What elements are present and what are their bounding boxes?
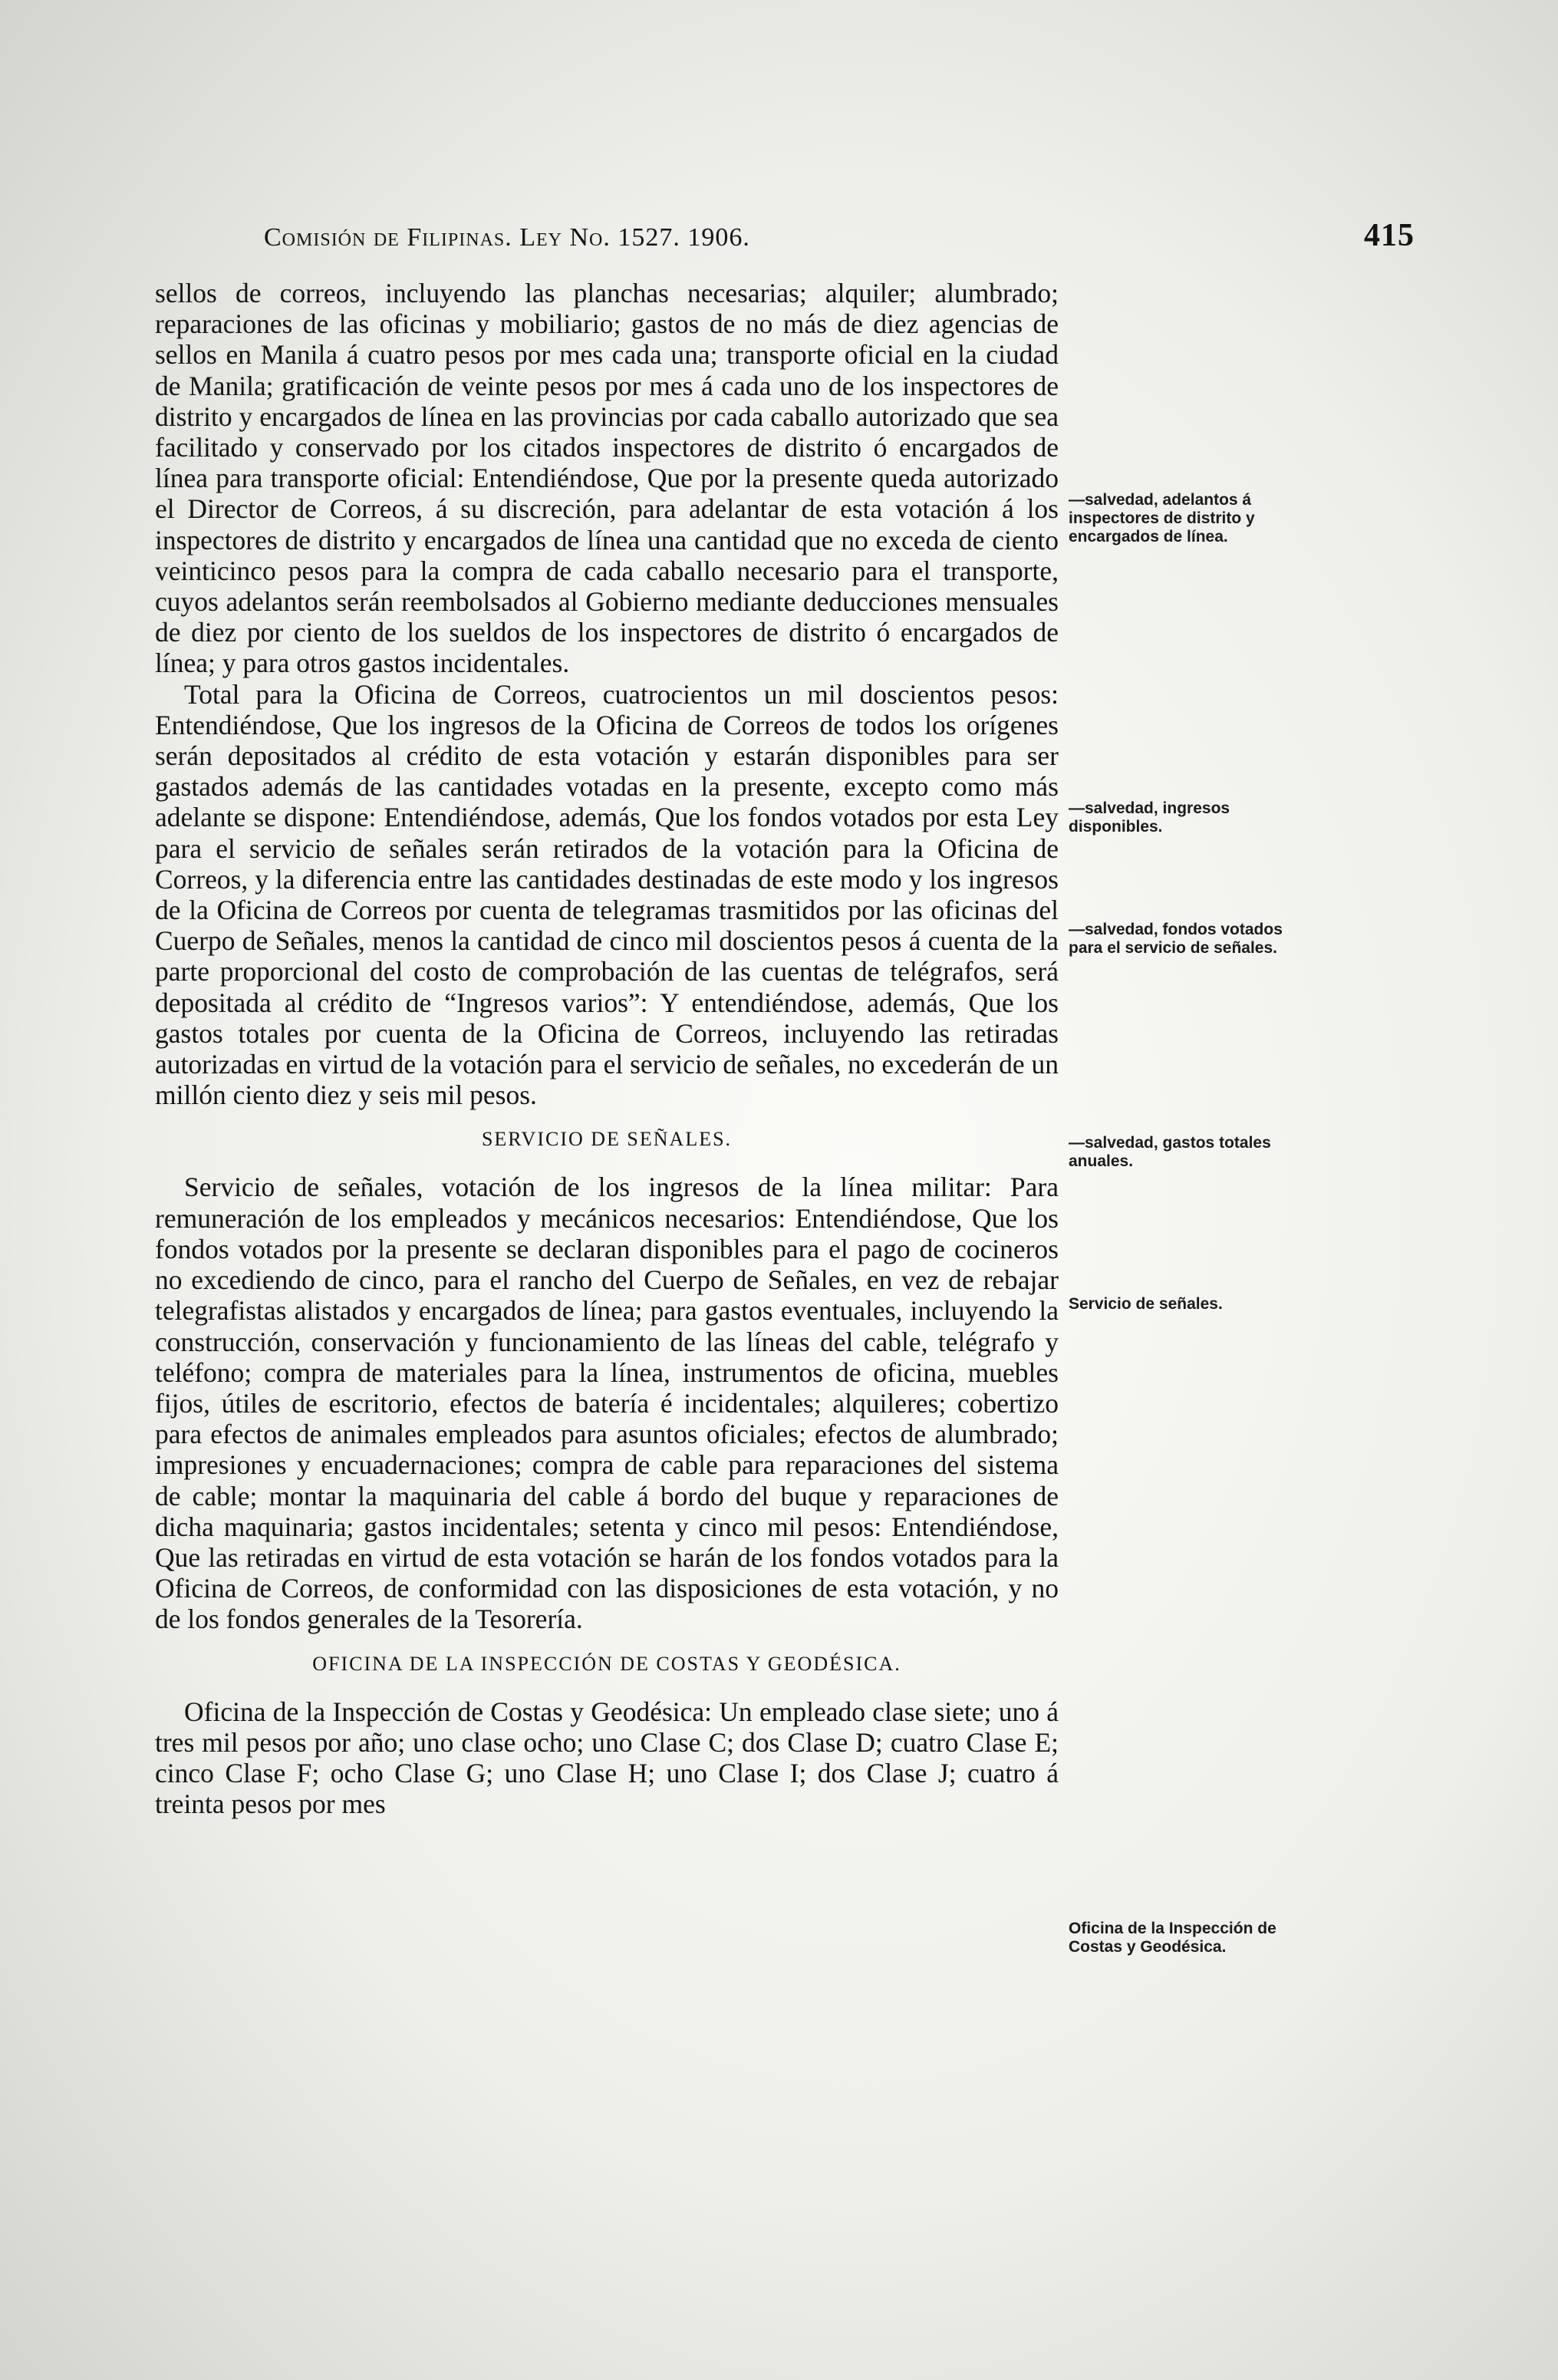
margin-note-revenues: —salvedad, ingresos disponibles. (1069, 799, 1230, 836)
margin-note-total-expenses: —salvedad, gastos totales anuales. (1069, 1134, 1271, 1170)
paragraph-coast-survey: Oficina de la Inspección de Costas y Geodésica: Un empleado clase siete; uno á tres mil pesos por año; uno clase ocho; uno Clase C; dos Clase D; cuatro Clase E; cinco Clase F; ocho Clase G; uno Clase H; uno Clase I; dos Clase J; cuatro á treinta pesos por mes (155, 1696, 1059, 1820)
running-title: Comisión de Filipinas. Ley No. 1527. 1906. (264, 223, 750, 252)
page-header (264, 217, 1415, 263)
paragraph-postal-total: Total para la Oficina de Correos, cuatrocientos un mil doscientos pesos: Entendiéndose, Que los ingresos de la Oficina de Correos de todos los orígenes serán depositados al crédito de esta votación y estarán disponibles para ser gastados además de las cantidades votadas en la presente, excepto como más adelante se dispone: Entendiéndose, además, Que los fondos votados por esta Ley para el servicio de señales serán retirados de la votación para la Oficina de Correos, y la diferencia entre las cantidades destinadas de este modo y los ingresos de la Oficina de Correos por cuenta de telegramas trasmitidos por las oficinas del Cuerpo de Señales, menos la cantidad de cinco mil doscientos pesos á cuenta de la parte proporcional del costo de comprobación de las cuentas de telégrafos, será depositada al crédito de “Ingresos varios”: Y entendiéndose, además, Que los gastos totales por cuenta de la Oficina de Correos, incluyendo las retiradas autorizadas en virtud de la votación para el servicio de señales, no excederán de un millón ciento diez y seis mil pesos. (155, 678, 1059, 1111)
section-heading-coast-survey: OFICINA DE LA INSPECCIÓN DE COSTAS Y GEODÉSICA. (312, 1652, 901, 1675)
paragraph-postal-expenses: sellos de correos, incluyendo las planchas necesarias; alquiler; alumbrado; reparaciones de las oficinas y mobiliario; gastos de no más de diez agencias de sellos en Manila á cuatro pesos por mes cada una; transporte oficial en la ciudad de Manila; gratificación de veinte pesos por mes á cada uno de los inspectores de distrito y encargados de línea en las provincias por cada caballo autorizado que sea facilitado y conservado por los citados inspectores de distrito ó encargados de línea para transporte oficial: Entendiéndose, Que por la presente queda autorizado el Director de Correos, á su discreción, para adelantar de esta votación á los inspectores de distrito y encargados de línea una cantidad que no exceda de ciento veinticinco pesos para la compra de cada caballo necesario para el transporte, cuyos adelantos serán reembolsados al Gobierno mediante deducciones mensuales de diez por ciento de los sueldos de los inspectores de distrito ó encargados de línea; y para otros gastos incidentales. (155, 278, 1059, 679)
main-text-column (155, 278, 1059, 1819)
margin-note-coast-survey: Oficina de la Inspección de Costas y Geodésica. (1069, 1920, 1276, 1956)
section-heading-signal-service: SERVICIO DE SEÑALES. (481, 1128, 733, 1151)
margin-note-advances: —salvedad, adelantos á inspectores de distrito y encargados de línea. (1069, 491, 1255, 546)
paragraph-signal-service: Servicio de señales, votación de los ingresos de la línea militar: Para remuneración de los empleados y mecánicos necesarios: Entendiéndose, Que los fondos votados por la presente se declaran disponibles para el pago de cocineros no excediendo de cinco, para el rancho del Cuerpo de Señales, en vez de rebajar telegrafistas alistados y encargados de línea; para gastos eventuales, incluyendo la construcción, conservación y funcionamiento de las líneas del cable, telégrafo y teléfono; compra de materiales para la línea, instrumentos de oficina, muebles fijos, útiles de escritorio, efectos de batería é incidentales; alquileres; cobertizo para efectos de animales empleados para asuntos oficiales; efectos de alumbrado; impresiones y encuadernaciones; compra de cable para reparaciones del sistema de cable; montar la maquinaria del cable á bordo del buque y reparaciones de dicha maquinaria; gastos incidentales; setenta y cinco mil pesos: Entendiéndose, Que las retiradas en virtud de esta votación se harán de los fondos votados para la Oficina de Correos, de conformidad con las disposiciones de esta votación, y no de los fondos generales de la Tesorería. (155, 1172, 1059, 1635)
margin-note-signal-service: Servicio de señales. (1069, 1295, 1223, 1313)
page-number: 415 (1364, 218, 1415, 253)
margin-note-signal-funds: —salvedad, fondos votados para el servicio de señales. (1069, 921, 1283, 957)
